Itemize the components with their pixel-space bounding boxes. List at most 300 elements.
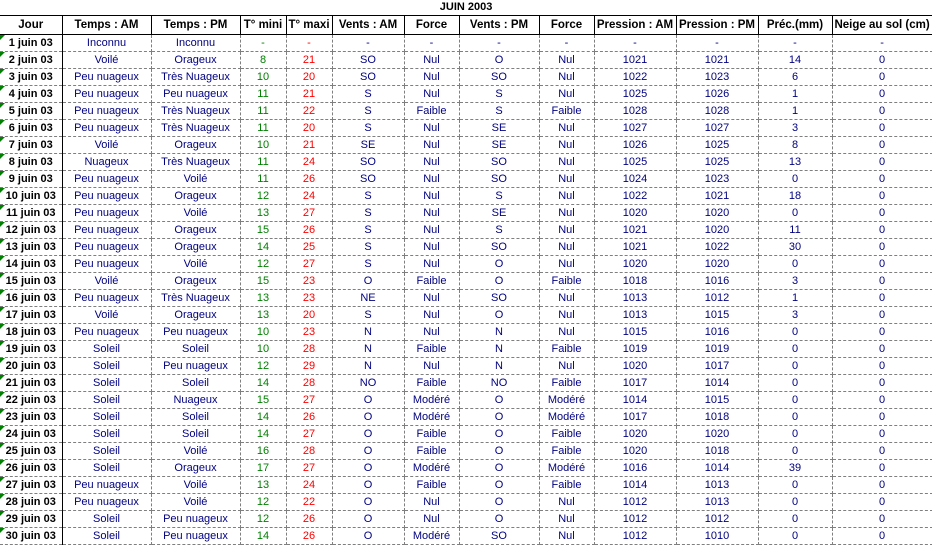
weather-am-cell[interactable]: Voilé <box>62 273 151 290</box>
wind-am-cell[interactable]: O <box>332 477 404 494</box>
wind-am-cell[interactable]: SE <box>332 137 404 154</box>
pressure-pm-cell[interactable]: 1017 <box>676 358 758 375</box>
force-pm-cell[interactable]: Faible <box>539 273 594 290</box>
temp-min-cell[interactable]: 11 <box>240 86 286 103</box>
temp-max-cell[interactable]: 27 <box>286 392 332 409</box>
force-pm-cell[interactable]: Nul <box>539 358 594 375</box>
day-cell[interactable]: 3 juin 03 <box>0 69 62 86</box>
precip-cell[interactable]: 1 <box>758 290 832 307</box>
wind-pm-cell[interactable]: O <box>459 460 539 477</box>
weather-am-cell[interactable]: Nuageux <box>62 154 151 171</box>
pressure-pm-cell[interactable]: 1016 <box>676 324 758 341</box>
force-am-cell[interactable]: Faible <box>404 443 459 460</box>
force-am-cell[interactable]: Nul <box>404 511 459 528</box>
temp-max-cell[interactable]: 20 <box>286 69 332 86</box>
weather-pm-cell[interactable]: Voilé <box>151 256 240 273</box>
precip-cell[interactable]: 0 <box>758 443 832 460</box>
wind-am-cell[interactable]: S <box>332 222 404 239</box>
wind-am-cell[interactable]: SO <box>332 52 404 69</box>
wind-am-cell[interactable]: O <box>332 409 404 426</box>
wind-pm-cell[interactable]: SE <box>459 205 539 222</box>
precip-cell[interactable]: - <box>758 35 832 52</box>
force-am-cell[interactable]: Modéré <box>404 409 459 426</box>
force-am-cell[interactable]: Modéré <box>404 460 459 477</box>
day-cell[interactable]: 13 juin 03 <box>0 239 62 256</box>
temp-max-cell[interactable]: 26 <box>286 511 332 528</box>
snow-cell[interactable]: 0 <box>832 511 932 528</box>
day-cell[interactable]: 22 juin 03 <box>0 392 62 409</box>
weather-pm-cell[interactable]: Très Nuageux <box>151 154 240 171</box>
wind-pm-cell[interactable]: S <box>459 103 539 120</box>
temp-min-cell[interactable]: 14 <box>240 528 286 545</box>
day-cell[interactable]: 30 juin 03 <box>0 528 62 545</box>
pressure-pm-cell[interactable]: 1012 <box>676 511 758 528</box>
wind-am-cell[interactable]: NE <box>332 290 404 307</box>
pressure-pm-cell[interactable]: 1020 <box>676 426 758 443</box>
pressure-am-cell[interactable]: 1017 <box>594 409 676 426</box>
snow-cell[interactable]: 0 <box>832 426 932 443</box>
weather-pm-cell[interactable]: Peu nuageux <box>151 86 240 103</box>
weather-pm-cell[interactable]: Très Nuageux <box>151 69 240 86</box>
wind-pm-cell[interactable]: N <box>459 341 539 358</box>
wind-pm-cell[interactable]: N <box>459 324 539 341</box>
wind-am-cell[interactable]: O <box>332 392 404 409</box>
wind-am-cell[interactable]: N <box>332 324 404 341</box>
force-pm-cell[interactable]: Modéré <box>539 460 594 477</box>
snow-cell[interactable]: 0 <box>832 52 932 69</box>
weather-pm-cell[interactable]: Orageux <box>151 222 240 239</box>
wind-am-cell[interactable]: S <box>332 307 404 324</box>
weather-pm-cell[interactable]: Voilé <box>151 494 240 511</box>
force-pm-cell[interactable]: Nul <box>539 290 594 307</box>
temp-min-cell[interactable]: 14 <box>240 409 286 426</box>
temp-min-cell[interactable]: 14 <box>240 426 286 443</box>
weather-pm-cell[interactable]: Orageux <box>151 307 240 324</box>
pressure-am-cell[interactable]: - <box>594 35 676 52</box>
force-am-cell[interactable]: Modéré <box>404 392 459 409</box>
temp-max-cell[interactable]: 28 <box>286 375 332 392</box>
wind-am-cell[interactable]: S <box>332 86 404 103</box>
temp-max-cell[interactable]: 21 <box>286 52 332 69</box>
wind-am-cell[interactable]: NO <box>332 375 404 392</box>
pressure-pm-cell[interactable]: 1020 <box>676 256 758 273</box>
snow-cell[interactable]: 0 <box>832 290 932 307</box>
snow-cell[interactable]: 0 <box>832 443 932 460</box>
temp-min-cell[interactable]: 15 <box>240 273 286 290</box>
snow-cell[interactable]: 0 <box>832 273 932 290</box>
snow-cell[interactable]: 0 <box>832 86 932 103</box>
force-pm-cell[interactable]: Nul <box>539 137 594 154</box>
force-pm-cell[interactable]: Faible <box>539 477 594 494</box>
temp-min-cell[interactable]: 13 <box>240 290 286 307</box>
precip-cell[interactable]: 0 <box>758 392 832 409</box>
force-am-cell[interactable]: Nul <box>404 290 459 307</box>
temp-min-cell[interactable]: 10 <box>240 137 286 154</box>
pressure-pm-cell[interactable]: 1013 <box>676 477 758 494</box>
snow-cell[interactable]: 0 <box>832 358 932 375</box>
temp-min-cell[interactable]: 14 <box>240 239 286 256</box>
wind-pm-cell[interactable]: O <box>459 52 539 69</box>
weather-pm-cell[interactable]: Peu nuageux <box>151 528 240 545</box>
wind-am-cell[interactable]: S <box>332 188 404 205</box>
weather-am-cell[interactable]: Peu nuageux <box>62 256 151 273</box>
force-pm-cell[interactable]: Nul <box>539 511 594 528</box>
wind-pm-cell[interactable]: S <box>459 188 539 205</box>
day-cell[interactable]: 9 juin 03 <box>0 171 62 188</box>
force-am-cell[interactable]: Faible <box>404 426 459 443</box>
pressure-am-cell[interactable]: 1014 <box>594 392 676 409</box>
temp-min-cell[interactable]: 17 <box>240 460 286 477</box>
force-am-cell[interactable]: Faible <box>404 103 459 120</box>
weather-am-cell[interactable]: Voilé <box>62 137 151 154</box>
weather-pm-cell[interactable]: Orageux <box>151 137 240 154</box>
day-cell[interactable]: 5 juin 03 <box>0 103 62 120</box>
weather-am-cell[interactable]: Peu nuageux <box>62 171 151 188</box>
snow-cell[interactable]: 0 <box>832 256 932 273</box>
pressure-am-cell[interactable]: 1025 <box>594 154 676 171</box>
temp-max-cell[interactable]: 24 <box>286 154 332 171</box>
temp-min-cell[interactable]: 11 <box>240 154 286 171</box>
force-am-cell[interactable]: Nul <box>404 205 459 222</box>
weather-am-cell[interactable]: Soleil <box>62 409 151 426</box>
force-am-cell[interactable]: Nul <box>404 86 459 103</box>
temp-max-cell[interactable]: 21 <box>286 137 332 154</box>
weather-pm-cell[interactable]: Nuageux <box>151 392 240 409</box>
wind-pm-cell[interactable]: SO <box>459 528 539 545</box>
pressure-pm-cell[interactable]: 1015 <box>676 392 758 409</box>
day-cell[interactable]: 4 juin 03 <box>0 86 62 103</box>
force-pm-cell[interactable]: Nul <box>539 188 594 205</box>
wind-am-cell[interactable]: O <box>332 426 404 443</box>
pressure-pm-cell[interactable]: 1014 <box>676 460 758 477</box>
snow-cell[interactable]: 0 <box>832 205 932 222</box>
temp-max-cell[interactable]: 23 <box>286 324 332 341</box>
day-cell[interactable]: 10 juin 03 <box>0 188 62 205</box>
temp-min-cell[interactable]: 12 <box>240 494 286 511</box>
weather-am-cell[interactable]: Soleil <box>62 528 151 545</box>
force-pm-cell[interactable]: Faible <box>539 443 594 460</box>
temp-max-cell[interactable]: 27 <box>286 256 332 273</box>
weather-pm-cell[interactable]: Peu nuageux <box>151 358 240 375</box>
pressure-pm-cell[interactable]: 1027 <box>676 120 758 137</box>
weather-pm-cell[interactable]: Voilé <box>151 477 240 494</box>
weather-pm-cell[interactable]: Soleil <box>151 375 240 392</box>
weather-pm-cell[interactable]: Orageux <box>151 273 240 290</box>
force-pm-cell[interactable]: Nul <box>539 307 594 324</box>
day-cell[interactable]: 19 juin 03 <box>0 341 62 358</box>
day-cell[interactable]: 14 juin 03 <box>0 256 62 273</box>
weather-pm-cell[interactable]: Soleil <box>151 409 240 426</box>
wind-pm-cell[interactable]: SO <box>459 290 539 307</box>
wind-am-cell[interactable]: S <box>332 256 404 273</box>
pressure-am-cell[interactable]: 1024 <box>594 171 676 188</box>
day-cell[interactable]: 12 juin 03 <box>0 222 62 239</box>
wind-pm-cell[interactable]: SO <box>459 171 539 188</box>
temp-min-cell[interactable]: 10 <box>240 69 286 86</box>
weather-pm-cell[interactable]: Soleil <box>151 426 240 443</box>
precip-cell[interactable]: 6 <box>758 69 832 86</box>
snow-cell[interactable]: 0 <box>832 69 932 86</box>
pressure-pm-cell[interactable]: 1020 <box>676 222 758 239</box>
day-cell[interactable]: 24 juin 03 <box>0 426 62 443</box>
pressure-pm-cell[interactable]: 1021 <box>676 52 758 69</box>
snow-cell[interactable]: 0 <box>832 494 932 511</box>
weather-am-cell[interactable]: Peu nuageux <box>62 239 151 256</box>
precip-cell[interactable]: 0 <box>758 256 832 273</box>
pressure-am-cell[interactable]: 1012 <box>594 528 676 545</box>
temp-min-cell[interactable]: 15 <box>240 222 286 239</box>
weather-pm-cell[interactable]: Très Nuageux <box>151 290 240 307</box>
precip-cell[interactable]: 14 <box>758 52 832 69</box>
force-am-cell[interactable]: Nul <box>404 52 459 69</box>
temp-min-cell[interactable]: 10 <box>240 341 286 358</box>
pressure-pm-cell[interactable]: 1025 <box>676 154 758 171</box>
force-am-cell[interactable]: Nul <box>404 256 459 273</box>
pressure-pm-cell[interactable]: - <box>676 35 758 52</box>
weather-am-cell[interactable]: Peu nuageux <box>62 86 151 103</box>
wind-pm-cell[interactable]: O <box>459 426 539 443</box>
pressure-pm-cell[interactable]: 1012 <box>676 290 758 307</box>
wind-pm-cell[interactable]: O <box>459 307 539 324</box>
wind-pm-cell[interactable]: NO <box>459 375 539 392</box>
pressure-am-cell[interactable]: 1013 <box>594 307 676 324</box>
day-cell[interactable]: 21 juin 03 <box>0 375 62 392</box>
day-cell[interactable]: 11 juin 03 <box>0 205 62 222</box>
force-am-cell[interactable]: - <box>404 35 459 52</box>
pressure-am-cell[interactable]: 1026 <box>594 137 676 154</box>
precip-cell[interactable]: 0 <box>758 324 832 341</box>
weather-am-cell[interactable]: Soleil <box>62 511 151 528</box>
temp-min-cell[interactable]: 10 <box>240 324 286 341</box>
temp-max-cell[interactable]: 28 <box>286 341 332 358</box>
precip-cell[interactable]: 8 <box>758 137 832 154</box>
pressure-am-cell[interactable]: 1021 <box>594 52 676 69</box>
force-pm-cell[interactable]: Modéré <box>539 392 594 409</box>
precip-cell[interactable]: 3 <box>758 120 832 137</box>
wind-am-cell[interactable]: O <box>332 511 404 528</box>
day-cell[interactable]: 29 juin 03 <box>0 511 62 528</box>
pressure-am-cell[interactable]: 1027 <box>594 120 676 137</box>
wind-am-cell[interactable]: S <box>332 120 404 137</box>
snow-cell[interactable]: 0 <box>832 528 932 545</box>
pressure-am-cell[interactable]: 1015 <box>594 324 676 341</box>
weather-am-cell[interactable]: Soleil <box>62 443 151 460</box>
wind-pm-cell[interactable]: S <box>459 222 539 239</box>
wind-am-cell[interactable]: S <box>332 205 404 222</box>
wind-pm-cell[interactable]: O <box>459 443 539 460</box>
temp-max-cell[interactable]: 22 <box>286 494 332 511</box>
temp-max-cell[interactable]: 26 <box>286 528 332 545</box>
force-pm-cell[interactable]: Nul <box>539 69 594 86</box>
pressure-pm-cell[interactable]: 1021 <box>676 188 758 205</box>
wind-pm-cell[interactable]: O <box>459 392 539 409</box>
temp-max-cell[interactable]: 24 <box>286 188 332 205</box>
precip-cell[interactable]: 3 <box>758 307 832 324</box>
temp-min-cell[interactable]: 8 <box>240 52 286 69</box>
wind-pm-cell[interactable]: S <box>459 86 539 103</box>
snow-cell[interactable]: 0 <box>832 341 932 358</box>
temp-min-cell[interactable]: 12 <box>240 256 286 273</box>
temp-max-cell[interactable]: 23 <box>286 290 332 307</box>
weather-am-cell[interactable]: Soleil <box>62 375 151 392</box>
precip-cell[interactable]: 1 <box>758 103 832 120</box>
force-pm-cell[interactable]: Nul <box>539 120 594 137</box>
temp-min-cell[interactable]: 13 <box>240 477 286 494</box>
force-am-cell[interactable]: Faible <box>404 273 459 290</box>
wind-am-cell[interactable]: S <box>332 239 404 256</box>
weather-am-cell[interactable]: Soleil <box>62 341 151 358</box>
force-pm-cell[interactable]: Nul <box>539 528 594 545</box>
temp-min-cell[interactable]: 12 <box>240 511 286 528</box>
pressure-pm-cell[interactable]: 1018 <box>676 443 758 460</box>
temp-max-cell[interactable]: 22 <box>286 103 332 120</box>
force-am-cell[interactable]: Nul <box>404 188 459 205</box>
snow-cell[interactable]: 0 <box>832 103 932 120</box>
pressure-am-cell[interactable]: 1020 <box>594 426 676 443</box>
snow-cell[interactable]: 0 <box>832 307 932 324</box>
wind-pm-cell[interactable]: O <box>459 256 539 273</box>
temp-max-cell[interactable]: 26 <box>286 171 332 188</box>
weather-am-cell[interactable]: Peu nuageux <box>62 494 151 511</box>
weather-am-cell[interactable]: Peu nuageux <box>62 290 151 307</box>
pressure-am-cell[interactable]: 1020 <box>594 443 676 460</box>
wind-pm-cell[interactable]: SE <box>459 120 539 137</box>
pressure-pm-cell[interactable]: 1026 <box>676 86 758 103</box>
pressure-pm-cell[interactable]: 1014 <box>676 375 758 392</box>
force-pm-cell[interactable]: Nul <box>539 239 594 256</box>
precip-cell[interactable]: 11 <box>758 222 832 239</box>
weather-pm-cell[interactable]: Peu nuageux <box>151 511 240 528</box>
snow-cell[interactable]: 0 <box>832 239 932 256</box>
force-pm-cell[interactable]: Nul <box>539 52 594 69</box>
force-pm-cell[interactable]: Nul <box>539 324 594 341</box>
temp-min-cell[interactable]: 12 <box>240 188 286 205</box>
force-pm-cell[interactable]: - <box>539 35 594 52</box>
pressure-am-cell[interactable]: 1022 <box>594 188 676 205</box>
wind-am-cell[interactable]: O <box>332 494 404 511</box>
weather-am-cell[interactable]: Inconnu <box>62 35 151 52</box>
temp-max-cell[interactable]: 27 <box>286 205 332 222</box>
day-cell[interactable]: 23 juin 03 <box>0 409 62 426</box>
weather-pm-cell[interactable]: Orageux <box>151 460 240 477</box>
weather-am-cell[interactable]: Soleil <box>62 392 151 409</box>
weather-am-cell[interactable]: Peu nuageux <box>62 205 151 222</box>
wind-pm-cell[interactable]: O <box>459 494 539 511</box>
pressure-am-cell[interactable]: 1018 <box>594 273 676 290</box>
force-pm-cell[interactable]: Nul <box>539 222 594 239</box>
force-am-cell[interactable]: Nul <box>404 137 459 154</box>
wind-pm-cell[interactable]: O <box>459 409 539 426</box>
temp-min-cell[interactable]: 11 <box>240 171 286 188</box>
pressure-pm-cell[interactable]: 1018 <box>676 409 758 426</box>
force-pm-cell[interactable]: Nul <box>539 205 594 222</box>
force-pm-cell[interactable]: Nul <box>539 256 594 273</box>
day-cell[interactable]: 27 juin 03 <box>0 477 62 494</box>
day-cell[interactable]: 8 juin 03 <box>0 154 62 171</box>
force-am-cell[interactable]: Nul <box>404 222 459 239</box>
temp-max-cell[interactable]: 23 <box>286 273 332 290</box>
wind-pm-cell[interactable]: SO <box>459 154 539 171</box>
snow-cell[interactable]: 0 <box>832 324 932 341</box>
weather-pm-cell[interactable]: Très Nuageux <box>151 103 240 120</box>
snow-cell[interactable]: 0 <box>832 222 932 239</box>
day-cell[interactable]: 15 juin 03 <box>0 273 62 290</box>
force-pm-cell[interactable]: Nul <box>539 171 594 188</box>
wind-am-cell[interactable]: SO <box>332 154 404 171</box>
pressure-pm-cell[interactable]: 1019 <box>676 341 758 358</box>
wind-am-cell[interactable]: S <box>332 103 404 120</box>
pressure-pm-cell[interactable]: 1013 <box>676 494 758 511</box>
pressure-am-cell[interactable]: 1017 <box>594 375 676 392</box>
day-cell[interactable]: 17 juin 03 <box>0 307 62 324</box>
precip-cell[interactable]: 18 <box>758 188 832 205</box>
wind-am-cell[interactable]: N <box>332 358 404 375</box>
force-am-cell[interactable]: Nul <box>404 239 459 256</box>
pressure-am-cell[interactable]: 1022 <box>594 69 676 86</box>
pressure-pm-cell[interactable]: 1023 <box>676 171 758 188</box>
temp-max-cell[interactable]: 27 <box>286 426 332 443</box>
temp-min-cell[interactable]: 15 <box>240 392 286 409</box>
weather-am-cell[interactable]: Peu nuageux <box>62 69 151 86</box>
wind-pm-cell[interactable]: SO <box>459 239 539 256</box>
snow-cell[interactable]: 0 <box>832 188 932 205</box>
precip-cell[interactable]: 1 <box>758 86 832 103</box>
force-pm-cell[interactable]: Faible <box>539 375 594 392</box>
pressure-am-cell[interactable]: 1012 <box>594 494 676 511</box>
force-pm-cell[interactable]: Faible <box>539 426 594 443</box>
snow-cell[interactable]: 0 <box>832 137 932 154</box>
temp-min-cell[interactable]: - <box>240 35 286 52</box>
precip-cell[interactable]: 0 <box>758 477 832 494</box>
weather-pm-cell[interactable]: Peu nuageux <box>151 324 240 341</box>
weather-pm-cell[interactable]: Soleil <box>151 341 240 358</box>
snow-cell[interactable]: 0 <box>832 154 932 171</box>
snow-cell[interactable]: 0 <box>832 171 932 188</box>
temp-min-cell[interactable]: 16 <box>240 443 286 460</box>
wind-am-cell[interactable]: O <box>332 460 404 477</box>
precip-cell[interactable]: 0 <box>758 205 832 222</box>
pressure-pm-cell[interactable]: 1020 <box>676 205 758 222</box>
pressure-am-cell[interactable]: 1019 <box>594 341 676 358</box>
precip-cell[interactable]: 0 <box>758 528 832 545</box>
snow-cell[interactable]: 0 <box>832 409 932 426</box>
snow-cell[interactable]: 0 <box>832 477 932 494</box>
temp-max-cell[interactable]: 20 <box>286 120 332 137</box>
precip-cell[interactable]: 3 <box>758 273 832 290</box>
pressure-am-cell[interactable]: 1013 <box>594 290 676 307</box>
weather-pm-cell[interactable]: Voilé <box>151 205 240 222</box>
weather-pm-cell[interactable]: Voilé <box>151 171 240 188</box>
day-cell[interactable]: 28 juin 03 <box>0 494 62 511</box>
wind-pm-cell[interactable]: O <box>459 273 539 290</box>
snow-cell[interactable]: 0 <box>832 460 932 477</box>
pressure-am-cell[interactable]: 1021 <box>594 239 676 256</box>
wind-am-cell[interactable]: SO <box>332 69 404 86</box>
precip-cell[interactable]: 39 <box>758 460 832 477</box>
force-am-cell[interactable]: Nul <box>404 69 459 86</box>
wind-pm-cell[interactable]: SO <box>459 69 539 86</box>
temp-max-cell[interactable]: 29 <box>286 358 332 375</box>
precip-cell[interactable]: 0 <box>758 511 832 528</box>
precip-cell[interactable]: 0 <box>758 358 832 375</box>
weather-pm-cell[interactable]: Orageux <box>151 52 240 69</box>
precip-cell[interactable]: 0 <box>758 426 832 443</box>
weather-am-cell[interactable]: Voilé <box>62 52 151 69</box>
temp-max-cell[interactable]: 27 <box>286 460 332 477</box>
wind-am-cell[interactable]: O <box>332 528 404 545</box>
force-pm-cell[interactable]: Nul <box>539 494 594 511</box>
force-am-cell[interactable]: Nul <box>404 120 459 137</box>
